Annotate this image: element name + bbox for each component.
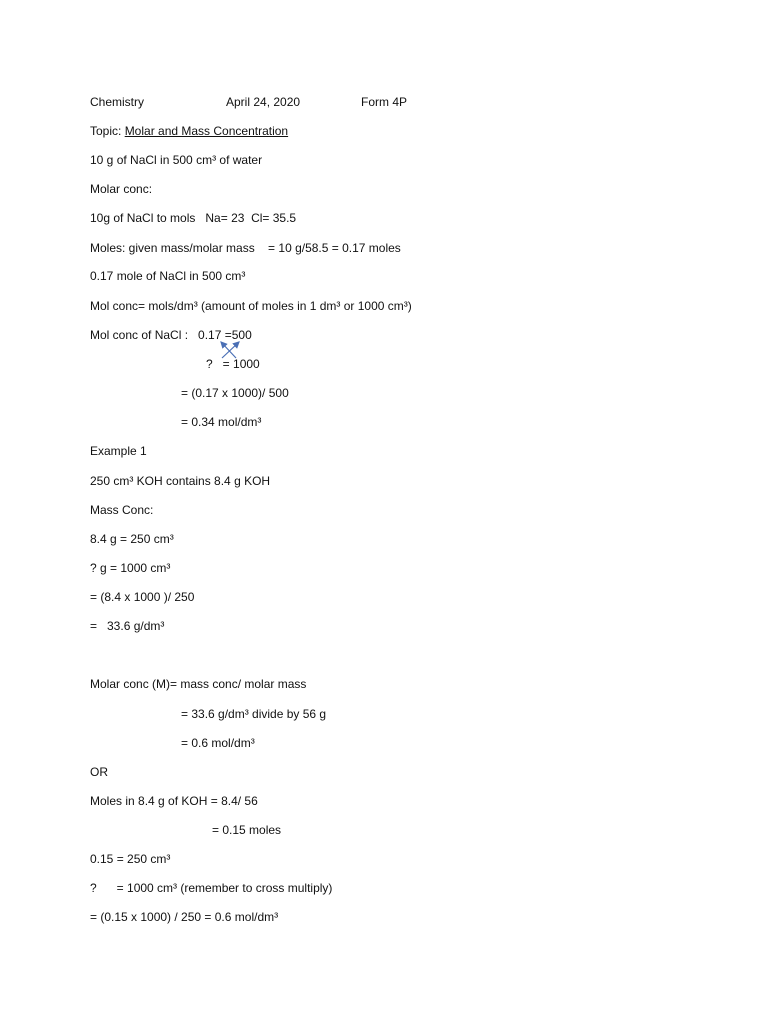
topic-line xyxy=(90,123,288,139)
header-date: April 24, 2020 xyxy=(226,95,301,109)
text-line: Moles: given mass/molar mass = 10 g/58.5 = 0.17 moles xyxy=(90,241,401,255)
text-line: Mol conc of NaCl : 0.17 =500 xyxy=(90,328,252,342)
text-line: 0.15 = 250 cm³ xyxy=(90,852,171,866)
text-line: Mol conc= mols/dm³ (amount of moles in 1 dm³ or 1000 cm³) xyxy=(90,299,412,313)
text-line: 10g of NaCl to mols Na= 23 Cl= 35.5 xyxy=(90,211,297,225)
header-form: Form 4P xyxy=(361,95,408,109)
text-line: Molar conc: xyxy=(90,182,153,196)
text-line: Mass Conc: xyxy=(90,503,154,517)
text-line: = (0.15 x 1000) / 250 = 0.6 mol/dm³ xyxy=(90,910,279,924)
text-line: = (0.17 x 1000)/ 500 xyxy=(181,386,289,400)
text-line: 10 g of NaCl in 500 cm³ of water xyxy=(90,153,263,167)
topic-title: Molar and Mass Concentration xyxy=(124,124,289,138)
text-line: OR xyxy=(90,765,108,779)
text-line: = 33.6 g/dm³ xyxy=(90,619,165,633)
text-line: 250 cm³ KOH contains 8.4 g KOH xyxy=(90,474,271,488)
text-line: = 0.6 mol/dm³ xyxy=(181,736,255,750)
text-line: 0.17 mole of NaCl in 500 cm³ xyxy=(90,269,246,283)
text-line: ? = 1000 cm³ (remember to cross multiply) xyxy=(90,881,333,895)
text-line: = 0.15 moles xyxy=(212,823,282,837)
text-line: Molar conc (M)= mass conc/ molar mass xyxy=(90,677,307,691)
text-line: 8.4 g = 250 cm³ xyxy=(90,532,174,546)
text-line: Moles in 8.4 g of KOH = 8.4/ 56 xyxy=(90,794,258,808)
text-line: = 0.34 mol/dm³ xyxy=(181,415,262,429)
text-line: = (8.4 x 1000 )/ 250 xyxy=(90,590,195,604)
text-line: ? = 1000 xyxy=(206,357,260,371)
example-heading: Example 1 xyxy=(90,444,147,458)
text-line: = 33.6 g/dm³ divide by 56 g xyxy=(181,707,327,721)
text-line: ? g = 1000 cm³ xyxy=(90,561,171,575)
header-subject: Chemistry xyxy=(90,95,145,109)
topic-prefix: Topic: xyxy=(90,124,125,138)
